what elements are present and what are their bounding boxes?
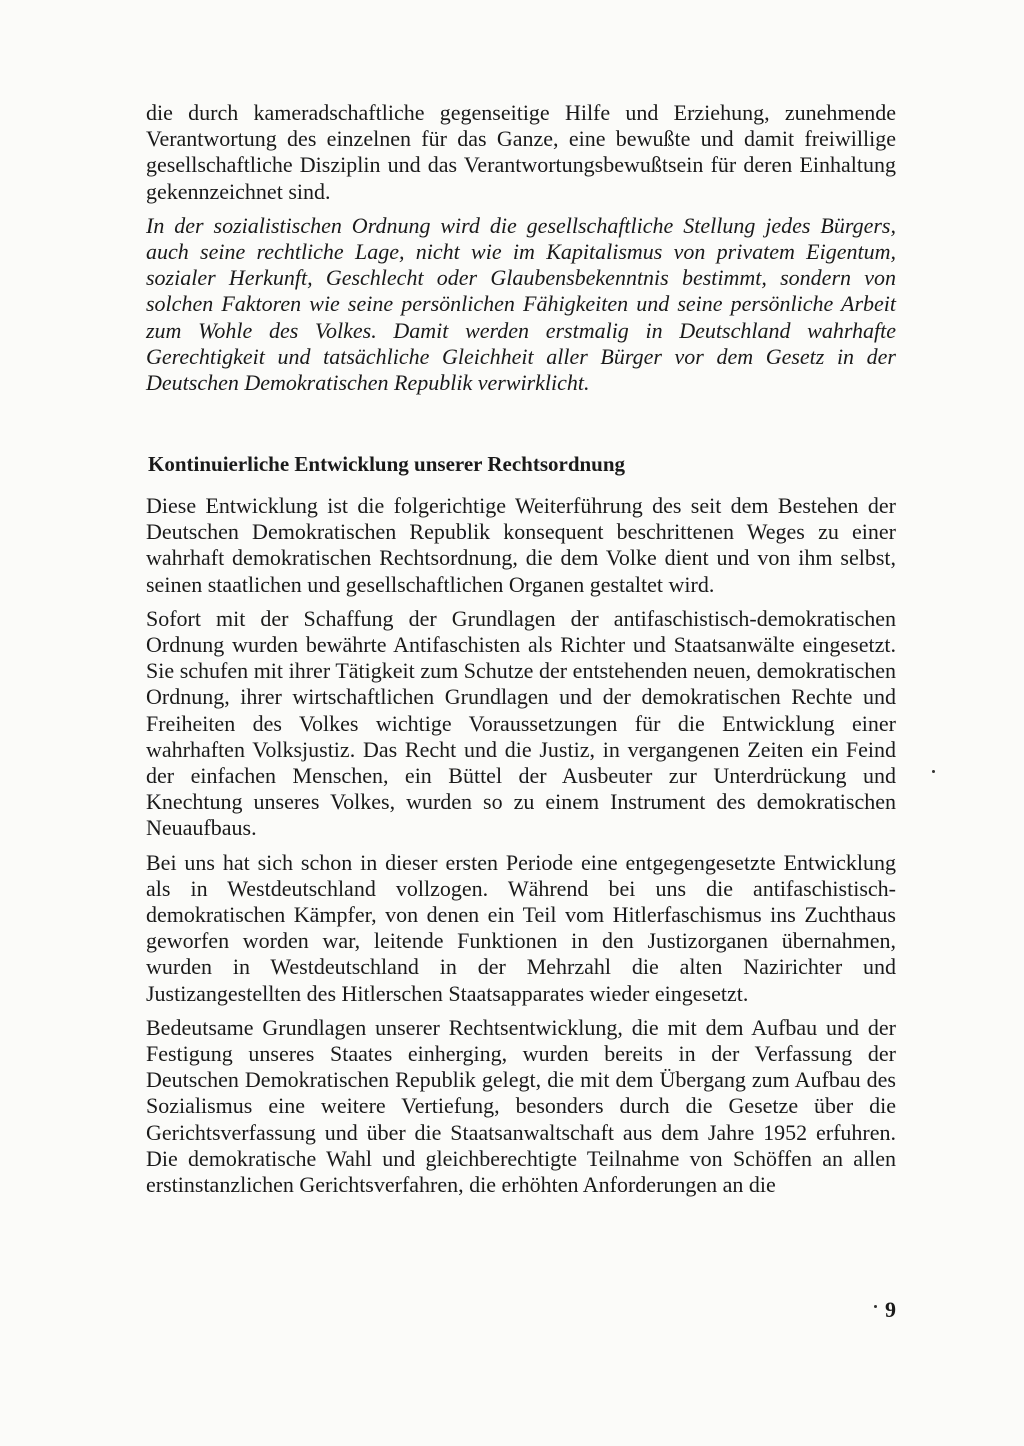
- print-speck: [874, 1305, 877, 1308]
- body-paragraph: Diese Entwicklung ist die folgerichtige Weiterführung des seit dem Bestehen der Deutschen Demokratischen Republik konsequent beschrittenen Weges zu einer wahrhaft demokratischen Rechtsordnung, die dem Volke dient und von ihm selbst, seinen staatlichen und gesellschaftlichen Organen gestaltet wird.: [146, 493, 896, 597]
- body-paragraph: Sofort mit der Schaffung der Grundlagen der antifaschistisch-demokratischen Ordnung wurden bewährte Antifaschisten als Richter und Staatsanwälte eingesetzt. Sie schufen mit ihrer Tätigkeit zum Schutze der entstehenden neuen, demokratischen Ordnung, ihrer wirtschaftlichen Grundlagen und der demokratischen Rechte und Freiheiten des Volkes wichtige Voraussetzungen für die Entwicklung einer wahrhaften Volksjustiz. Das Recht und die Justiz, in vergangenen Zeiten ein Feind der einfachen Menschen, ein Büttel der Ausbeuter zur Unterdrückung und Knechtung unseres Volkes, wurden so zu einem Instrument des demokratischen Neuaufbaus.: [146, 605, 896, 841]
- italic-paragraph: In der sozialistischen Ordnung wird die gesellschaftliche Stellung jedes Bürgers, auch seine rechtliche Lage, nicht wie im Kapitalismus von privatem Eigentum, sozialer Herkunft, Geschlecht oder Glaubensbekenntnis bestimmt, sondern von solchen Faktoren wie seine persönlichen Fähigkeiten und seine persönliche Arbeit zum Wohle des Volkes. Damit werden erstmalig in Deutschland wahrhafte Gerechtigkeit und tatsächliche Gleichheit aller Bürger vor dem Gesetz in der Deutschen Demokratischen Republik verwirklicht.: [146, 212, 896, 396]
- main-section: [146, 493, 896, 1198]
- body-paragraph: Bedeutsame Grundlagen unserer Rechtsentwicklung, die mit dem Aufbau und der Festigung unseres Staates einherging, wurden bereits in der Verfassung der Deutschen Demokratischen Republik gelegt, die mit dem Übergang zum Aufbau des Sozialismus eine weitere Vertiefung, besonders durch die Gesetze über die Gerichtsverfassung und über die Staatsanwaltschaft aus dem Jahre 1952 erfuhren. Die demokratische Wahl und gleichberechtigte Teilnahme von Schöffen an allen erstinstanzlichen Gerichtsverfahren, die erhöhten Anforderungen an die: [146, 1014, 896, 1198]
- print-speck: [932, 770, 935, 773]
- body-paragraph: Bei uns hat sich schon in dieser ersten Periode eine entgegengesetzte Entwicklung als in Westdeutschland vollzogen. Während bei uns die antifaschistisch-demokratischen Kämpfer, von denen ein Teil vom Hitlerfaschismus ins Zuchthaus geworfen worden war, leitende Funktionen in den Justizorganen übernahmen, wurden in Westdeutschland in der Mehrzahl die alten Nazirichter und Justizangestellten des Hitlerschen Staatsapparates wieder eingesetzt.: [146, 849, 896, 1006]
- page-number: 9: [885, 1297, 896, 1322]
- intro-section: [146, 100, 896, 396]
- section-heading: Kontinuierliche Entwicklung unserer Rechtsordnung: [148, 452, 626, 476]
- body-paragraph: die durch kameradschaftliche gegenseitige Hilfe und Erziehung, zunehmende Verantwortung des einzelnen für das Ganze, eine bewußte und damit freiwillige gesellschaftliche Disziplin und das Verantwortungsbewußtsein für deren Einhaltung gekennzeichnet sind.: [146, 100, 896, 204]
